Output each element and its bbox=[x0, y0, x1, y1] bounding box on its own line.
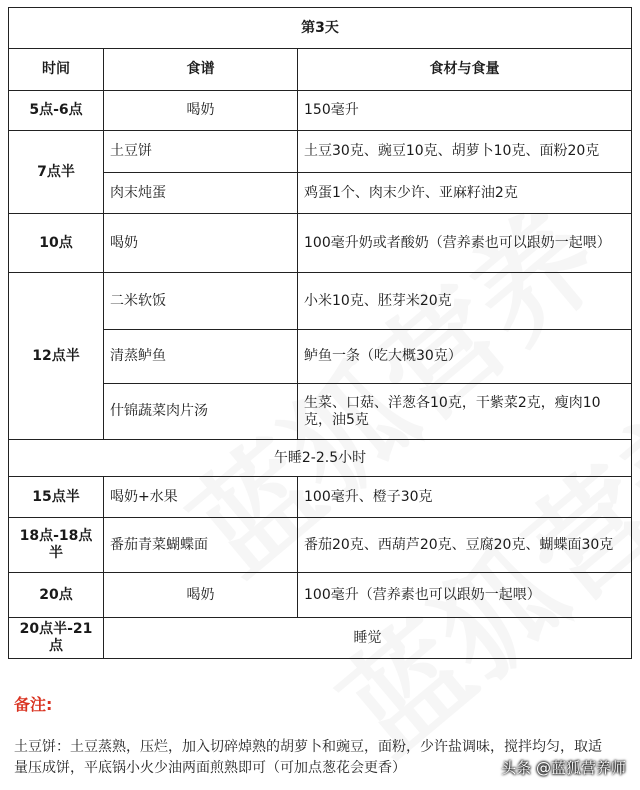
time-cell: 5点-6点 bbox=[9, 91, 104, 131]
time-cell: 12点半 bbox=[9, 273, 104, 440]
recipe-cell: 肉末炖蛋 bbox=[104, 173, 298, 214]
time-cell: 7点半 bbox=[9, 131, 104, 214]
recipe-cell: 喝奶 bbox=[104, 214, 298, 273]
header-recipe: 食谱 bbox=[104, 49, 298, 91]
ingredients-cell: 100毫升（营养素也可以跟奶一起喂） bbox=[298, 573, 632, 618]
table-row bbox=[9, 91, 632, 131]
ingredients-cell: 鸡蛋1个、肉末少许、亚麻籽油2克 bbox=[298, 173, 632, 214]
time-cell: 20点半-21点 bbox=[9, 618, 104, 659]
meal-plan-table bbox=[8, 7, 632, 659]
recipe-cell: 喝奶 bbox=[104, 91, 298, 131]
table-row bbox=[9, 214, 632, 273]
table-row bbox=[9, 273, 632, 330]
table-row bbox=[9, 477, 632, 518]
table-title: 第3天 bbox=[9, 8, 632, 49]
table-row bbox=[9, 131, 632, 173]
header-time: 时间 bbox=[9, 49, 104, 91]
recipe-cell: 什锦蔬菜肉片汤 bbox=[104, 384, 298, 440]
ingredients-cell: 100毫升、橙子30克 bbox=[298, 477, 632, 518]
time-cell: 15点半 bbox=[9, 477, 104, 518]
notes-text: 土豆饼：土豆蒸熟，压烂，加入切碎焯熟的胡萝卜和豌豆，面粉，少许盐调味，搅拌均匀，取适量压成饼，平底锅小火少油两面煎熟即可（可加点葱花会更香） bbox=[14, 739, 602, 776]
ingredients-cell: 100毫升奶或者酸奶（营养素也可以跟奶一起喂） bbox=[298, 214, 632, 273]
recipe-cell: 清蒸鲈鱼 bbox=[104, 330, 298, 384]
ingredients-cell: 小米10克、胚芽米20克 bbox=[298, 273, 632, 330]
ingredients-cell: 150毫升 bbox=[298, 91, 632, 131]
ingredients-cell: 生菜、口菇、洋葱各10克，干紫菜2克，瘦肉10克，油5克 bbox=[298, 384, 632, 440]
recipe-cell: 二米软饭 bbox=[104, 273, 298, 330]
table-row bbox=[9, 440, 632, 477]
ingredients-cell: 番茄20克、西葫芦20克、豆腐20克、蝴蝶面30克 bbox=[298, 518, 632, 573]
ingredients-cell: 土豆30克、豌豆10克、胡萝卜10克、面粉20克 bbox=[298, 131, 632, 173]
nap-note-cell: 午睡2-2.5小时 bbox=[9, 440, 632, 477]
header-ingredients: 食材与食量 bbox=[298, 49, 632, 91]
time-cell: 10点 bbox=[9, 214, 104, 273]
table-row bbox=[9, 618, 632, 659]
recipe-cell: 土豆饼 bbox=[104, 131, 298, 173]
recipe-cell: 喝奶+水果 bbox=[104, 477, 298, 518]
time-cell: 18点-18点半 bbox=[9, 518, 104, 573]
credit-watermark: 头条 @蓝狐营养师 bbox=[501, 759, 626, 777]
table-row bbox=[9, 573, 632, 618]
time-cell: 20点 bbox=[9, 573, 104, 618]
table-row bbox=[9, 518, 632, 573]
recipe-cell: 喝奶 bbox=[104, 573, 298, 618]
notes-title: 备注: bbox=[14, 695, 53, 714]
sleep-cell: 睡觉 bbox=[104, 618, 632, 659]
ingredients-cell: 鲈鱼一条（吃大概30克） bbox=[298, 330, 632, 384]
recipe-cell: 番茄青菜蝴蝶面 bbox=[104, 518, 298, 573]
